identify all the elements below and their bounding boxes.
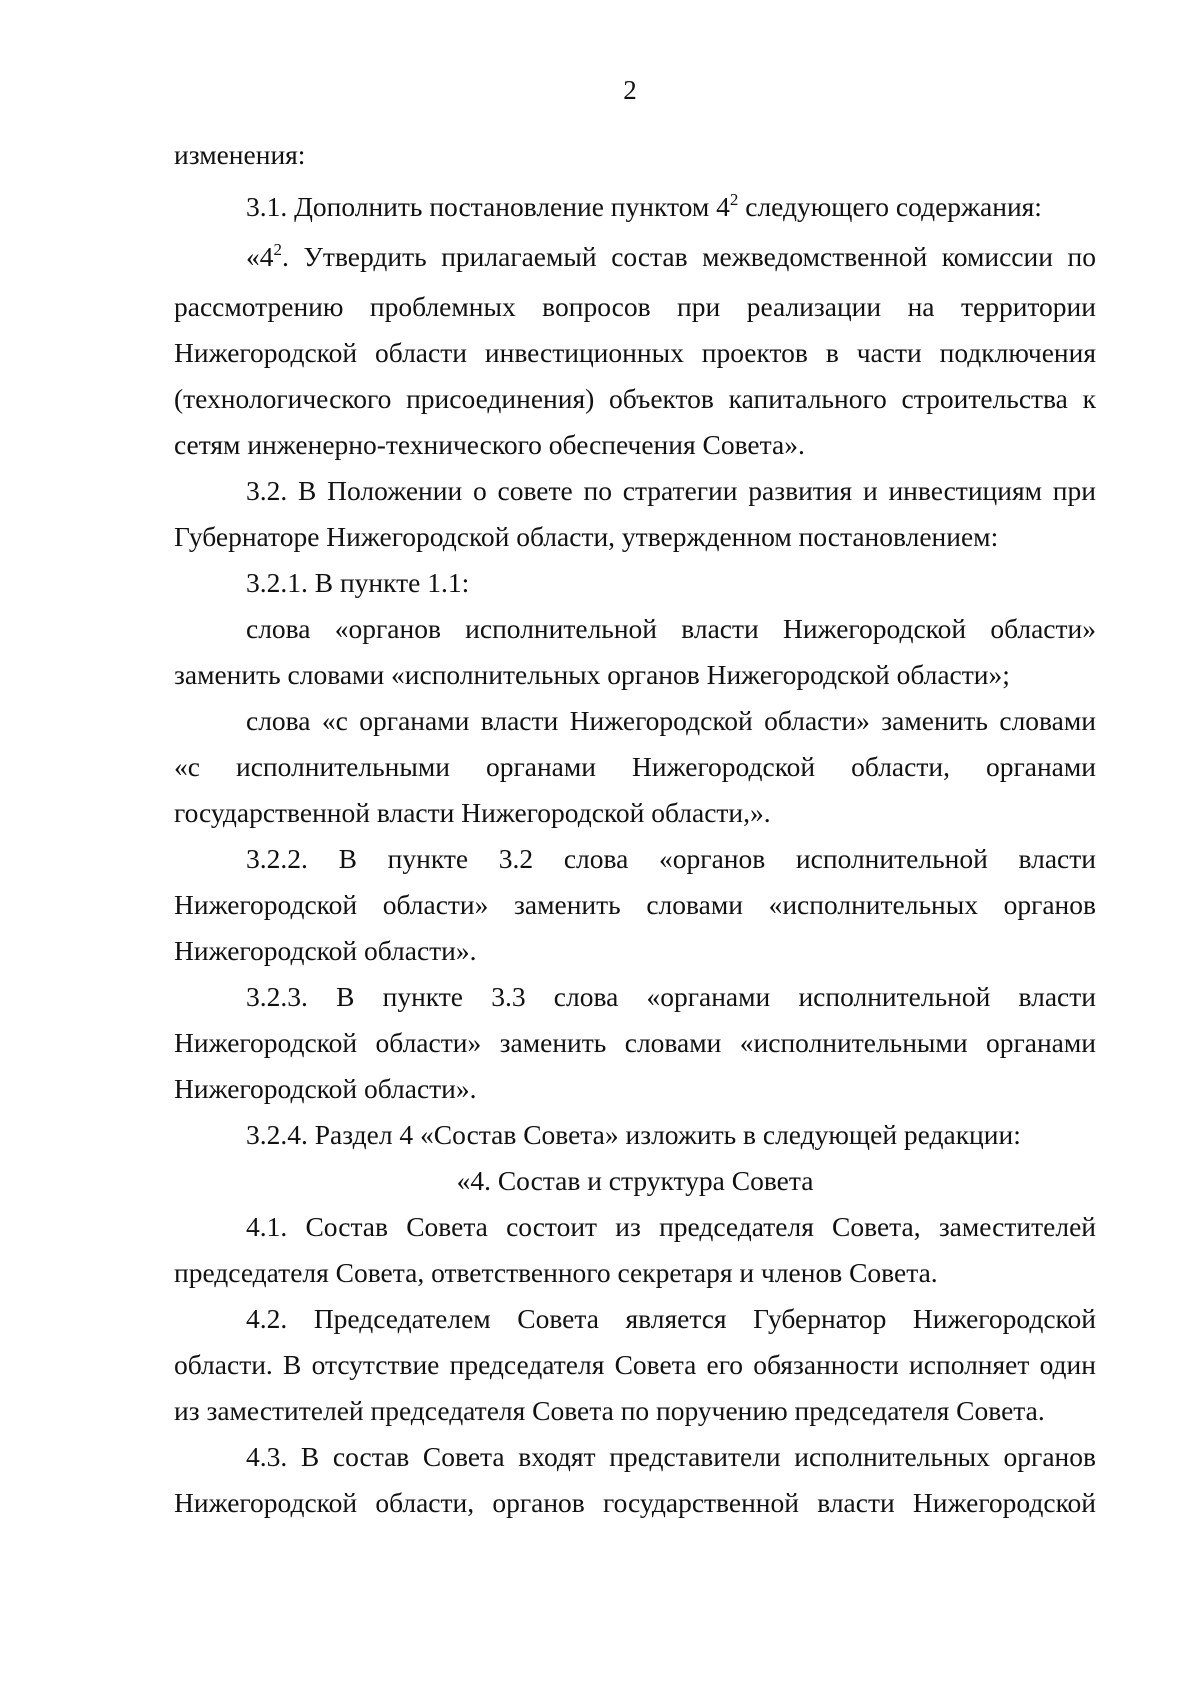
page-number: 2 <box>623 75 637 105</box>
paragraph-quote-4-2 <box>174 234 1096 468</box>
paragraph-3-2-1-b: слова «с органами власти Нижегородской области» заменить словами «с исполнительными органами Нижегородской области, органами государственной власти Нижегородской области,». <box>174 705 1096 828</box>
paragraph-4-3: 4.3. В состав Совета входят представители исполнительных органов Нижегородской области, органов государственной власти Нижегородской <box>174 1441 1096 1518</box>
paragraph-3-2-1: 3.2.1. В пункте 1.1: <box>246 567 470 598</box>
paragraph-continuation: изменения: <box>174 139 306 170</box>
paragraph-3-1-text-end: следующего содержания: <box>738 191 1042 222</box>
quote-open: «4 <box>246 241 274 272</box>
paragraph-3-2: 3.2. В Положении о совете по стратегии развития и инвестициям при Губернаторе Нижегородской области, утвержденном постановлением: <box>174 475 1096 552</box>
paragraph-3-2-3: 3.2.3. В пункте 3.3 слова «органами исполнительной власти Нижегородской области» заменить словами «исполнительными органами Нижегородской области». <box>174 981 1096 1104</box>
paragraph-3-2-2: 3.2.2. В пункте 3.2 слова «органов исполнительной власти Нижегородской области» заменить словами «исполнительных органов Нижегородской области». <box>174 843 1096 966</box>
paragraph-quote-4-2-text: . Утвердить прилагаемый состав межведомственной комиссии по рассмотрению проблемных вопросов при реализации на территории Нижегородской области инвестиционных проектов в части подключения (технологического присоединения) объектов капитального строительства к сетям инженерно-технического обеспечения Совета». <box>174 241 1096 460</box>
section-heading: «4. Состав и структура Совета <box>456 1165 814 1196</box>
paragraph-3-2-1-a: слова «органов исполнительной власти Нижегородской области» заменить словами «исполнительных органов Нижегородской области»; <box>174 613 1096 690</box>
document-body <box>174 132 1096 1526</box>
paragraph-4-2: 4.2. Председателем Совета является Губернатор Нижегородской области. В отсутствие председателя Совета его обязанности исполняет один из заместителей председателя Совета по поручению председателя Совета. <box>174 1303 1096 1426</box>
superscript: 2 <box>729 190 739 209</box>
superscript: 2 <box>273 240 282 259</box>
paragraph-4-1: 4.1. Состав Совета состоит из председателя Совета, заместителей председателя Совета, ответственного секретаря и членов Совета. <box>174 1211 1096 1288</box>
paragraph-3-1-text: 3.1. Дополнить постановление пунктом 4 <box>246 191 730 222</box>
paragraph-3-1 <box>174 184 1096 234</box>
paragraph-3-2-4: 3.2.4. Раздел 4 «Состав Совета» изложить в следующей редакции: <box>246 1119 1021 1150</box>
